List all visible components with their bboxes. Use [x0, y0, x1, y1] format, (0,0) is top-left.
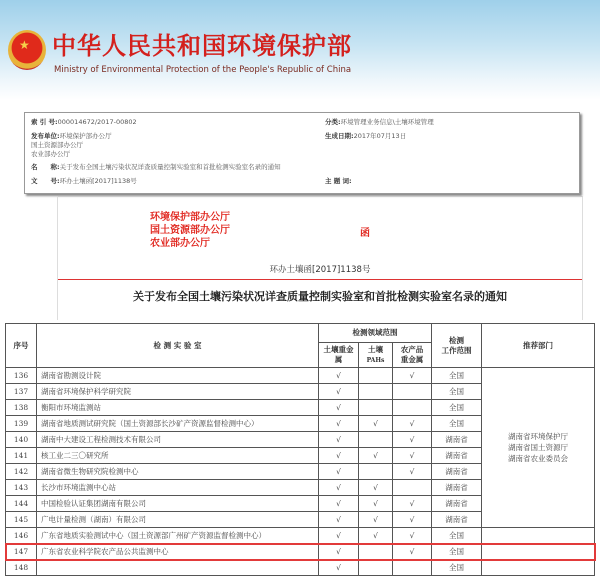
lab-name: 湖南省微生物研究院检测中心: [37, 464, 319, 480]
site-title-cn[interactable]: 中华人民共和国环境保护部: [52, 32, 352, 60]
col-scope: 检测领域范围: [319, 324, 432, 343]
check-icon: √: [319, 432, 359, 448]
date-label: 生成日期:: [325, 132, 354, 140]
check-icon: √: [393, 448, 432, 464]
red-divider: [58, 279, 582, 280]
work-range: 全国: [432, 560, 482, 576]
check-icon: √: [359, 448, 393, 464]
check-icon: √: [393, 368, 432, 384]
check-cell: [393, 400, 432, 416]
check-cell: [359, 432, 393, 448]
check-icon: √: [319, 480, 359, 496]
check-cell: [359, 384, 393, 400]
col-no: 序号: [6, 324, 37, 368]
table-row: [6, 528, 595, 544]
col-dept: 推荐部门: [482, 324, 595, 368]
document-metadata-box: [24, 112, 580, 194]
category-value: 环境管理业务信息\土壤环境管理: [340, 118, 434, 126]
work-range: 全国: [432, 384, 482, 400]
check-cell: [393, 560, 432, 576]
publisher-label: 发布单位:: [31, 132, 60, 140]
work-range: 湖南省: [432, 496, 482, 512]
check-icon: √: [319, 416, 359, 432]
check-icon: √: [393, 432, 432, 448]
row-number: 144: [6, 496, 37, 512]
lab-name: 长沙市环境监测中心站: [37, 480, 319, 496]
lab-name: 湖南省勘测设计院: [37, 368, 319, 384]
recommending-dept: [482, 368, 595, 528]
row-number: 142: [6, 464, 37, 480]
lab-name: 湖南省地质测试研究院（国土资源部长沙矿产资源监督检测中心）: [37, 416, 319, 432]
publisher-line: 国土资源部办公厅: [31, 141, 83, 149]
check-icon: √: [359, 528, 393, 544]
issuing-offices: [150, 211, 230, 250]
recommending-dept: [482, 528, 595, 576]
lab-name: 广东省地质实验测试中心（国土资源部广州矿产资源监督检测中心）: [37, 528, 319, 544]
check-cell: [393, 480, 432, 496]
docno-label: 文 号:: [31, 177, 60, 185]
col-agri-metal: 农产品 重金属: [393, 343, 432, 368]
lab-name: 广东省农业科学院农产品公共监测中心: [37, 544, 319, 560]
index-value: 000014672/2017-00802: [57, 118, 137, 126]
check-cell: [359, 464, 393, 480]
check-icon: √: [319, 496, 359, 512]
work-range: 全国: [432, 544, 482, 560]
dept-name: 湖南省农业委员会: [508, 454, 568, 463]
row-number: 145: [6, 512, 37, 528]
lab-name: 湖南省环境保护科学研究院: [37, 384, 319, 400]
site-title-en: Ministry of Environmental Protection of the People's Republic of China: [54, 65, 352, 75]
check-icon: √: [319, 400, 359, 416]
row-number: 141: [6, 448, 37, 464]
dept-name: 湖南省环境保护厅: [508, 432, 568, 441]
name-value: 关于发布全国土壤污染状况详查质量控制实验室和首批检测实验室名录的通知: [59, 163, 281, 171]
check-icon: √: [393, 496, 432, 512]
work-range: 全国: [432, 528, 482, 544]
col-soil-pahs: 土壤 PAHs: [359, 343, 393, 368]
lab-list-table: [5, 323, 595, 576]
issuer: 环境保护部办公厅: [150, 212, 230, 223]
row-number: 138: [6, 400, 37, 416]
table-row: [6, 368, 595, 384]
check-icon: √: [319, 384, 359, 400]
national-emblem-icon: ★: [8, 30, 46, 70]
lab-name: 广电计量检测（湖南）有限公司: [37, 512, 319, 528]
lab-name: 中国检验认证集团湖南有限公司: [37, 496, 319, 512]
check-cell: [359, 544, 393, 560]
col-lab: 检 测 实 验 室: [37, 324, 319, 368]
notice-title: 关于发布全国土壤污染状况详查质量控制实验室和首批检测实验室名录的通知: [133, 290, 507, 303]
docno-value: 环办土壤函[2017]1138号: [59, 177, 137, 185]
work-range: 湖南省: [432, 512, 482, 528]
keywords-label: 主 题 词:: [325, 177, 352, 185]
work-range: 湖南省: [432, 432, 482, 448]
check-icon: √: [319, 528, 359, 544]
name-label: 名 称:: [31, 163, 60, 171]
work-range: 湖南省: [432, 464, 482, 480]
check-icon: √: [359, 512, 393, 528]
row-number: 143: [6, 480, 37, 496]
work-range: 湖南省: [432, 448, 482, 464]
work-range: 全国: [432, 368, 482, 384]
check-icon: √: [359, 416, 393, 432]
col-soil-metal: 土壤重金属: [319, 343, 359, 368]
check-icon: √: [359, 480, 393, 496]
check-icon: √: [393, 416, 432, 432]
check-cell: [359, 560, 393, 576]
check-icon: √: [393, 464, 432, 480]
lab-name: 衡阳市环境监测站: [37, 400, 319, 416]
check-icon: √: [393, 544, 432, 560]
check-icon: √: [359, 496, 393, 512]
row-number: 146: [6, 528, 37, 544]
publisher-line: 农业部办公厅: [31, 150, 70, 158]
row-number: 147: [6, 544, 37, 560]
lab-name: 核工业二三〇研究所: [37, 448, 319, 464]
index-label: 索 引 号:: [31, 118, 58, 126]
check-icon: √: [319, 368, 359, 384]
date-value: 2017年07月13日: [353, 132, 407, 140]
letter-type: 函: [360, 228, 370, 239]
lab-name: 湖南中大建设工程检测技术有限公司: [37, 432, 319, 448]
letter-doc-number: 环办土壤函[2017]1138号: [269, 265, 371, 275]
letterhead: [57, 196, 583, 320]
check-icon: √: [319, 560, 359, 576]
row-number: 148: [6, 560, 37, 576]
dept-name: 湖南省国土资源厅: [508, 443, 568, 452]
row-number: 136: [6, 368, 37, 384]
row-number: 137: [6, 384, 37, 400]
row-number: 140: [6, 432, 37, 448]
col-range: 检测 工作范围: [432, 324, 482, 368]
issuer: 农业部办公厅: [150, 238, 210, 249]
check-cell: [359, 368, 393, 384]
check-icon: √: [319, 464, 359, 480]
lab-name: [37, 560, 319, 576]
check-cell: [393, 384, 432, 400]
work-range: 湖南省: [432, 480, 482, 496]
check-icon: √: [393, 512, 432, 528]
check-cell: [359, 400, 393, 416]
publisher-line: 环境保护部办公厅: [59, 132, 112, 140]
issuer: 国土资源部办公厅: [150, 225, 230, 236]
check-icon: √: [319, 544, 359, 560]
work-range: 全国: [432, 400, 482, 416]
row-number: 139: [6, 416, 37, 432]
check-icon: √: [393, 528, 432, 544]
site-header-banner: [0, 0, 600, 100]
category-label: 分类:: [325, 118, 341, 126]
check-icon: √: [319, 448, 359, 464]
work-range: 全国: [432, 416, 482, 432]
check-icon: √: [319, 512, 359, 528]
